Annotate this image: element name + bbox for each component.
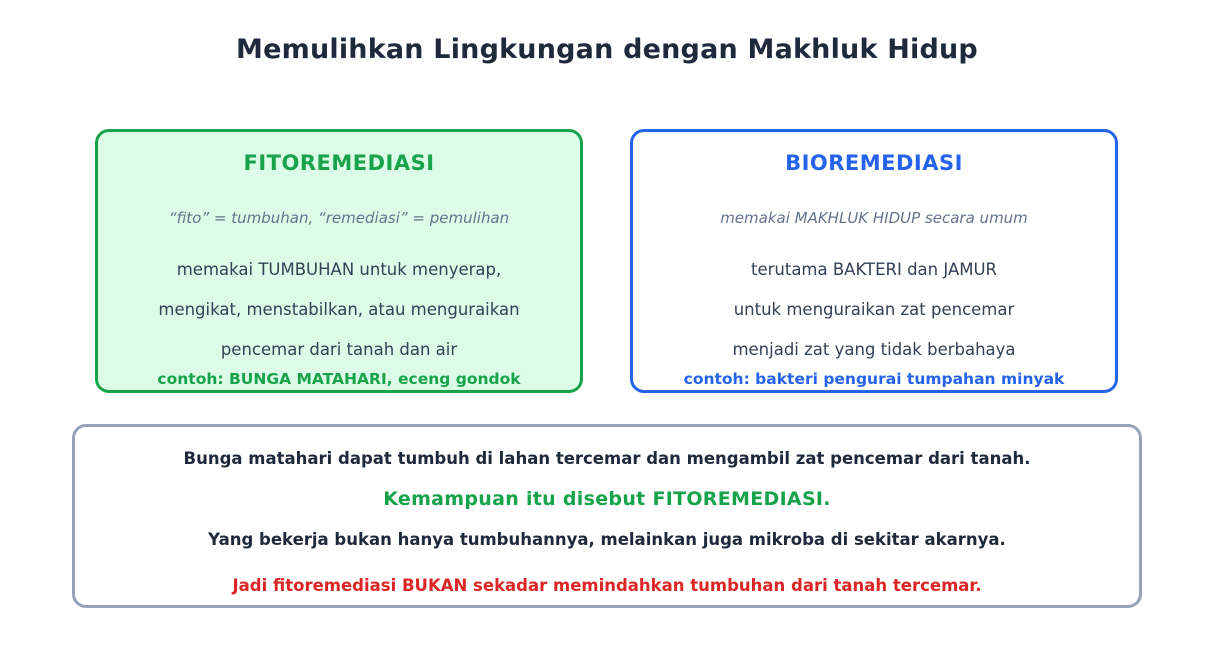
fitoremediasi-card bbox=[95, 129, 583, 393]
summary-line: Bunga matahari dapat tumbuh di lahan tercemar dan mengambil zat pencemar dari tanah. bbox=[183, 449, 1031, 468]
summary-warning: Jadi fitoremediasi BUKAN sekadar memindahkan tumbuhan dari tanah tercemar. bbox=[232, 576, 982, 595]
bioremediasi-card bbox=[630, 129, 1118, 393]
card-subtitle: memakai MAKHLUK HIDUP secara umum bbox=[720, 209, 1028, 227]
card-example: contoh: BUNGA MATAHARI, eceng gondok bbox=[157, 370, 521, 388]
card-description-line: menjadi zat yang tidak berbahaya bbox=[732, 340, 1016, 359]
summary-highlight: Kemampuan itu disebut FITOREMEDIASI. bbox=[383, 488, 831, 510]
card-description-line: untuk menguraikan zat pencemar bbox=[733, 300, 1015, 319]
card-subtitle: “fito” = tumbuhan, “remediasi” = pemulihan bbox=[168, 209, 510, 227]
card-example: contoh: bakteri pengurai tumpahan minyak bbox=[683, 370, 1065, 388]
card-description-line: memakai TUMBUHAN untuk menyerap, bbox=[176, 260, 502, 279]
summary-line: Yang bekerja bukan hanya tumbuhannya, melainkan juga mikroba di sekitar akarnya. bbox=[208, 530, 1006, 549]
card-heading: FITOREMEDIASI bbox=[243, 151, 435, 175]
summary-box bbox=[72, 424, 1142, 608]
card-description-line: mengikat, menstabilkan, atau menguraikan bbox=[158, 300, 520, 319]
diagram-title: Memulihkan Lingkungan dengan Makhluk Hidup bbox=[236, 34, 978, 65]
card-description-line: terutama BAKTERI dan JAMUR bbox=[750, 260, 998, 279]
card-heading: BIOREMEDIASI bbox=[785, 151, 963, 175]
card-description-line: pencemar dari tanah dan air bbox=[220, 340, 458, 359]
